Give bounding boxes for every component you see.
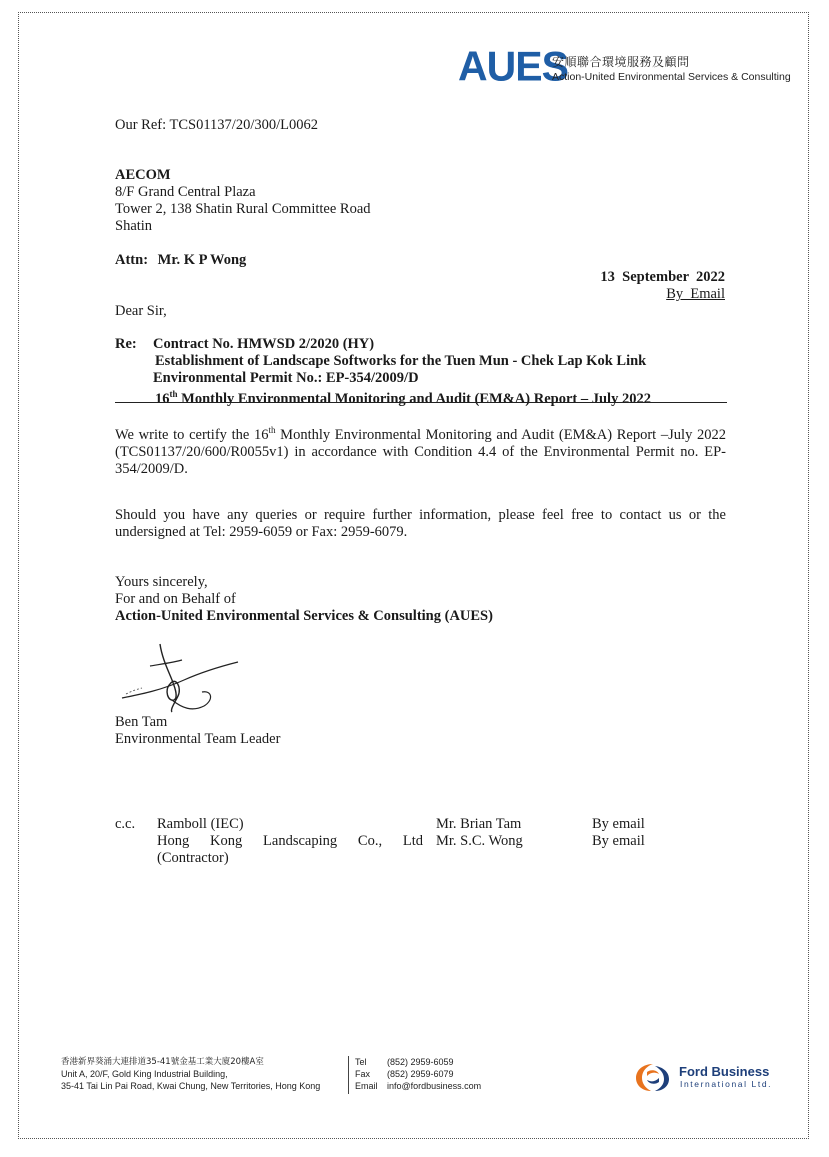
- cc-org: Ramboll (IEC): [157, 816, 244, 832]
- company-name-english: Action-United Environmental Services & Consulting: [552, 71, 791, 83]
- tel-label: Tel: [355, 1057, 367, 1067]
- attention-name: Mr. K P Wong: [157, 252, 247, 268]
- subject-underline: [115, 402, 727, 403]
- fax-value: (852) 2959-6079: [387, 1069, 454, 1079]
- cc-org: Hong Kong Landscaping Co., Ltd (Contractor): [157, 833, 423, 866]
- letter-date: 13 September 2022: [600, 269, 725, 285]
- cc-label: c.c.: [115, 816, 136, 832]
- signatory-block: [115, 714, 280, 748]
- footer-address-chinese: 香港新界葵涌大連排道35-41號金基工業大廈20樓A室: [61, 1057, 264, 1067]
- email-value: info@fordbusiness.com: [387, 1081, 482, 1091]
- recipient-address-line: Tower 2, 138 Shatin Rural Committee Road: [115, 201, 371, 217]
- cc-person: Mr. Brian Tam: [436, 816, 522, 832]
- fax-label: Fax: [355, 1069, 371, 1079]
- signatory-title: Environmental Team Leader: [115, 731, 281, 747]
- cc-method: By email: [592, 833, 645, 849]
- subject-line: Establishment of Landscape Softworks for the Tuen Mun - Chek Lap Kok Link: [155, 353, 647, 369]
- attention-label: Attn:: [115, 252, 149, 268]
- partner-subtitle: International Ltd.: [680, 1079, 773, 1089]
- recipient-address-line: 8/F Grand Central Plaza: [115, 184, 256, 200]
- closing-block: [115, 574, 493, 625]
- subject-report-number: 16: [155, 390, 170, 407]
- footer-address: [61, 1056, 320, 1092]
- recipient-address-line: Shatin: [115, 218, 153, 234]
- subject-line: [155, 386, 651, 408]
- footer-address-line: Unit A, 20/F, Gold King Industrial Building,: [61, 1069, 228, 1079]
- signatory-name: Ben Tam: [115, 714, 168, 730]
- subject-label: Re:: [115, 336, 137, 352]
- handwritten-signature: [112, 640, 247, 718]
- paragraph-certification: [115, 422, 726, 478]
- paragraph-contact: Should you have any queries or require further information, please feel free to contact us or the undersigned at Tel: 2959-6059 or Fax: 2959-6079.: [115, 507, 726, 540]
- closing-company: Action-United Environmental Services & Consulting (AUES): [115, 608, 493, 624]
- recipient-block: [115, 167, 371, 235]
- delivery-method: By Email: [666, 286, 725, 302]
- our-reference: Our Ref: TCS01137/20/300/L0062: [115, 117, 318, 133]
- email-label: Email: [355, 1081, 378, 1091]
- aues-logo: AUES: [458, 42, 568, 90]
- footer-tel-row: [355, 1056, 481, 1068]
- subject-report-title: Monthly Environmental Monitoring and Audit (EM&A) Report – July 2022: [177, 390, 651, 407]
- ford-business-logo-icon: [633, 1060, 673, 1094]
- paragraph-text: Monthly Environmental Monitoring and Audit (EM&A) Report –July 2022 (TCS01137/20/600/R0055v1) in accordance with Condition 4.4 of the Environmental Permit no. EP-354/2009/D.: [115, 426, 726, 477]
- footer-fax-row: [355, 1068, 481, 1080]
- footer-address-line: 35-41 Tai Lin Pai Road, Kwai Chung, New Territories, Hong Kong: [61, 1081, 321, 1091]
- footer-contact: [355, 1056, 481, 1092]
- company-name-chinese: 安順聯合環境服務及顧問: [552, 55, 690, 69]
- partner-name: Ford Business: [679, 1064, 770, 1079]
- cc-person: Mr. S.C. Wong: [436, 833, 523, 849]
- footer-divider: [348, 1056, 349, 1094]
- subject-line: Contract No. HMWSD 2/2020 (HY): [153, 336, 375, 352]
- subject-superscript: th: [169, 389, 178, 399]
- attention-line: [115, 252, 246, 269]
- paragraph-text: We write to certify the 16: [115, 426, 269, 443]
- tel-value: (852) 2959-6059: [387, 1057, 454, 1067]
- closing-line: Yours sincerely,: [115, 574, 208, 590]
- subject-line: Environmental Permit No.: EP-354/2009/D: [153, 370, 419, 386]
- recipient-name: AECOM: [115, 167, 171, 183]
- footer-email-row: [355, 1080, 481, 1092]
- salutation: Dear Sir,: [115, 303, 167, 319]
- closing-line: For and on Behalf of: [115, 591, 236, 607]
- cc-method: By email: [592, 816, 645, 832]
- paragraph-superscript: th: [268, 425, 276, 435]
